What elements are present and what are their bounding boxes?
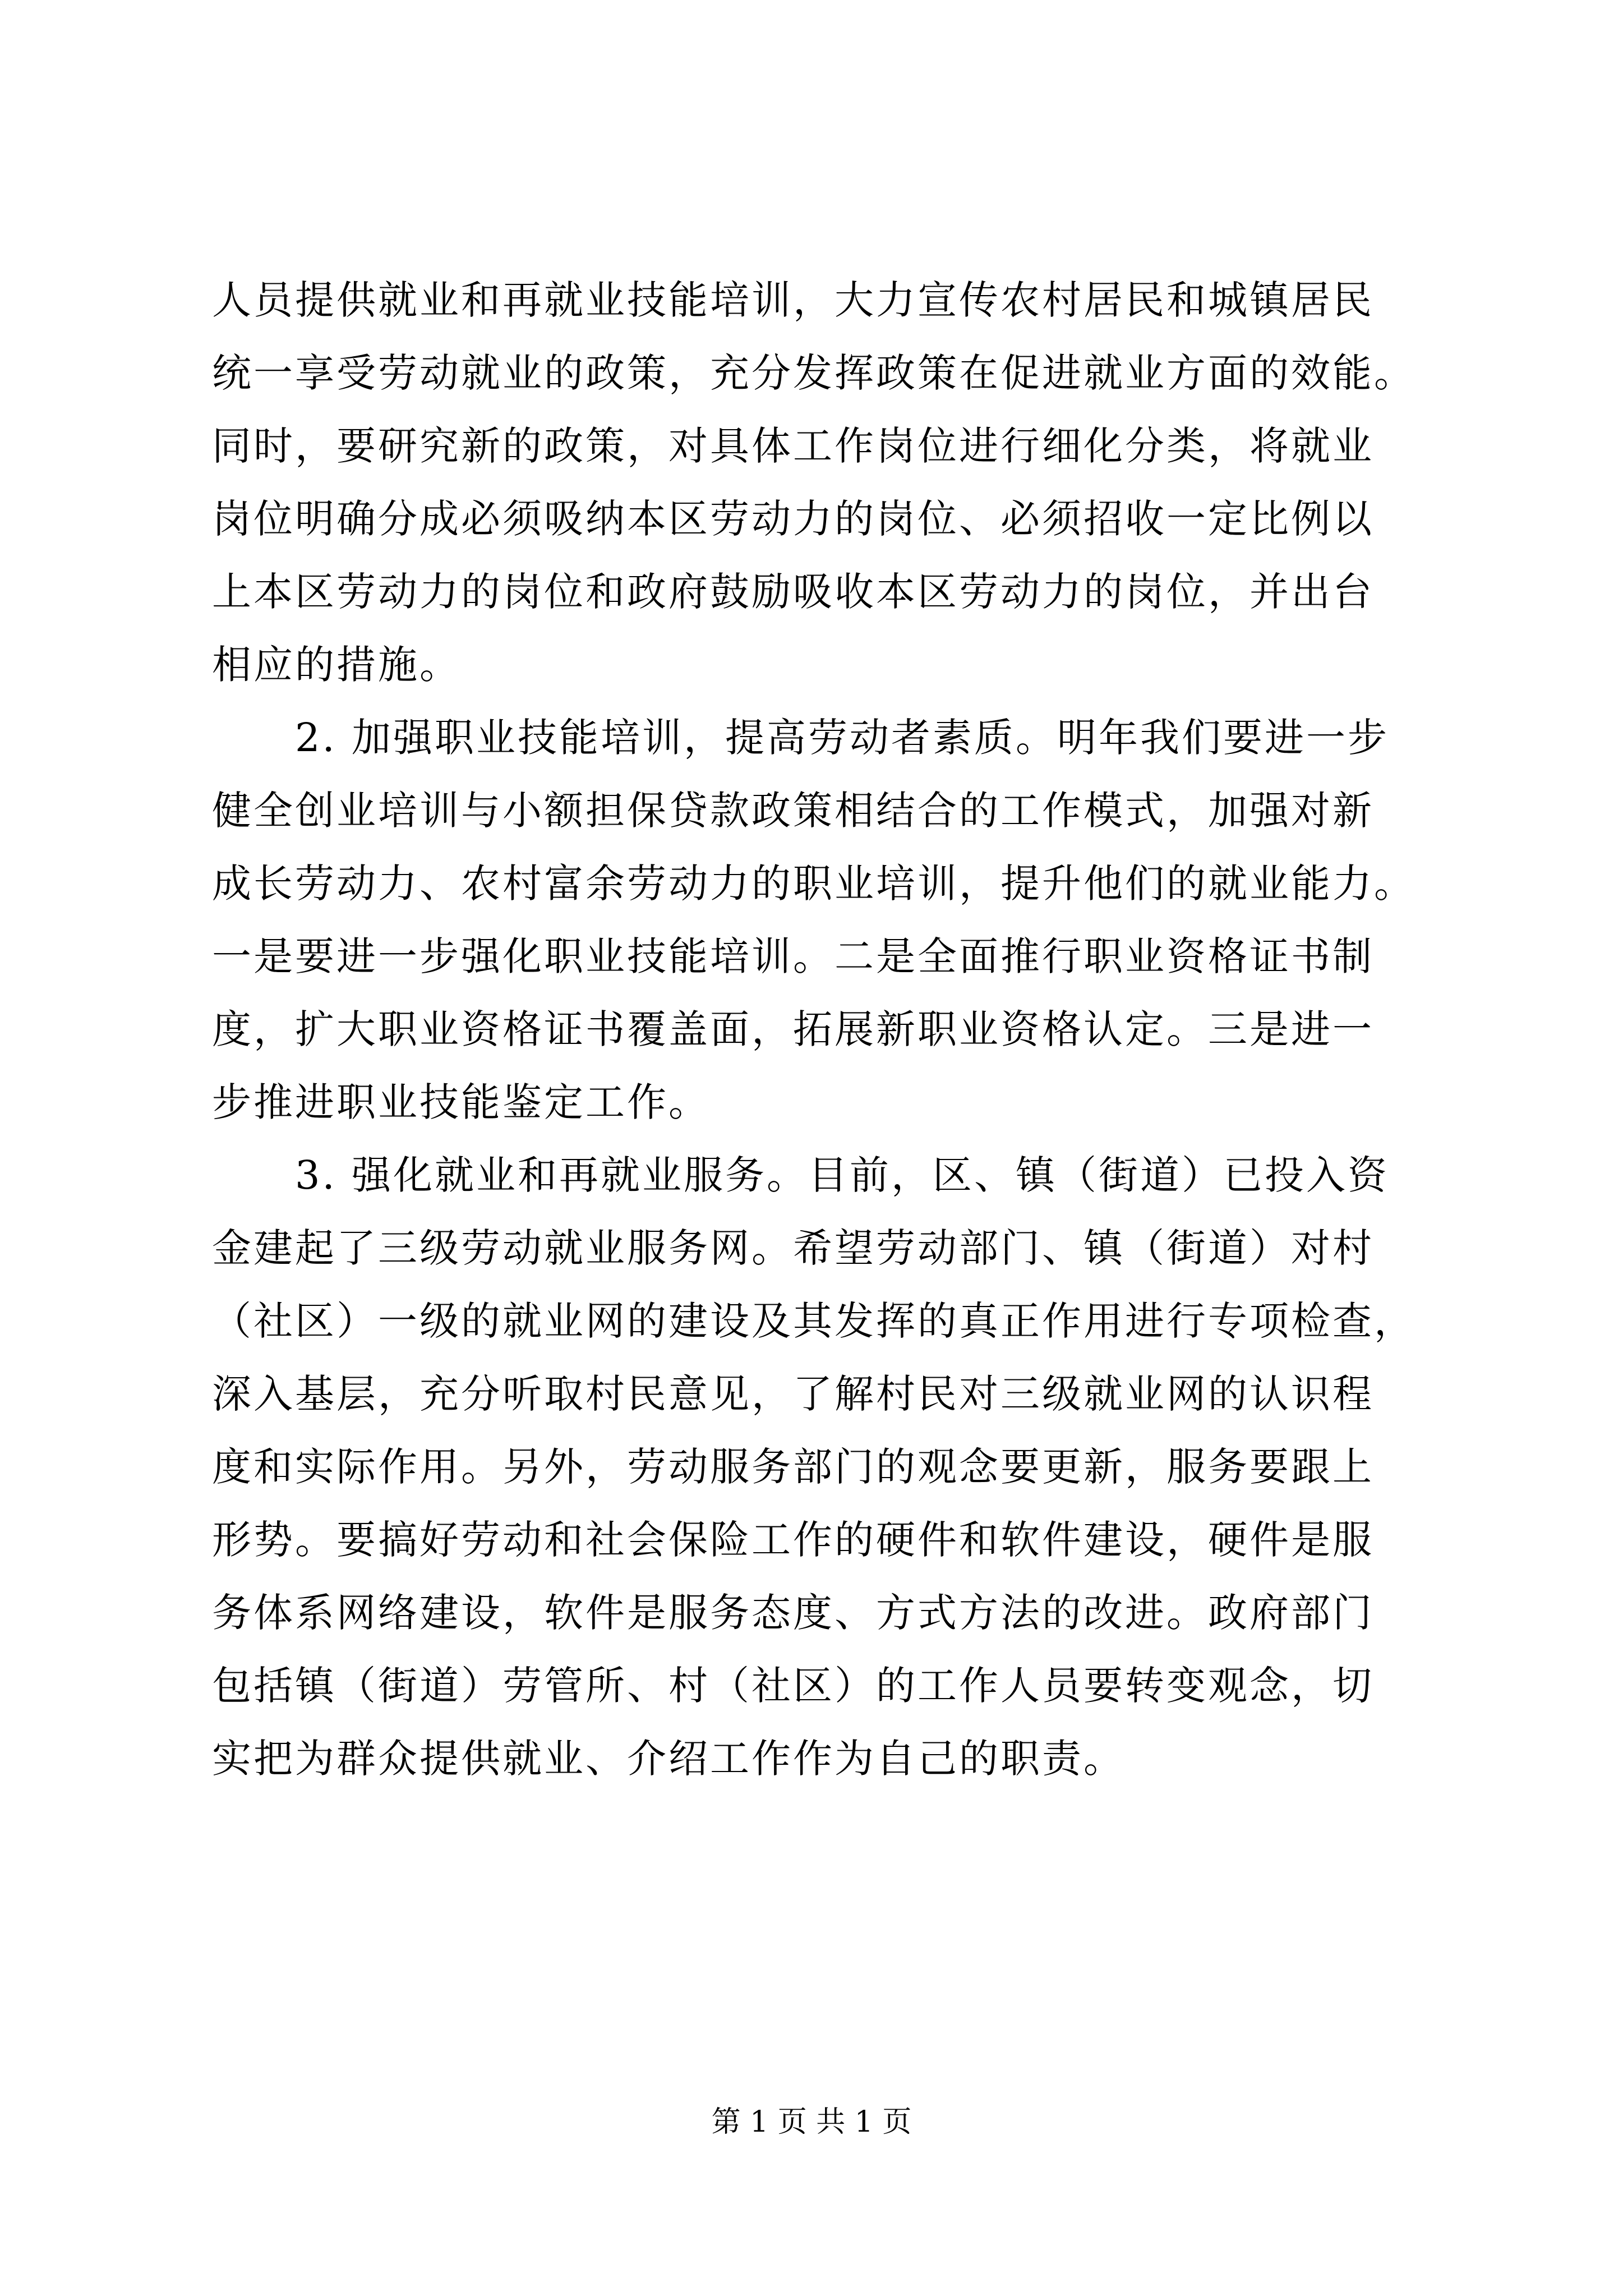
text-line: 度，扩大职业资格证书覆盖面，拓展新职业资格认定。三是进一: [212, 1006, 1374, 1052]
text-line: 度和实际作用。另外，劳动服务部门的观念要更新，服务要跟上: [212, 1444, 1374, 1490]
document-body: [212, 264, 1446, 1795]
text-line: 同时，要研究新的政策，对具体工作岗位进行细化分类，将就业: [212, 423, 1374, 469]
text-line: 相应的措施。: [212, 642, 461, 688]
text-line: （社区）一级的就业网的建设及其发挥的真正作用进行专项检查，: [212, 1298, 1415, 1344]
text-line: 实把为群众提供就业、介绍工作作为自己的职责。: [212, 1736, 1125, 1782]
text-line: 人员提供就业和再就业技能培训，大力宣传农村居民和城镇居民: [212, 277, 1374, 323]
text-line: 步推进职业技能鉴定工作。: [212, 1079, 710, 1125]
text-line: 深入基层，充分听取村民意见，了解村民对三级就业网的认识程: [212, 1371, 1374, 1417]
text-line: 岗位明确分成必须吸纳本区劳动力的岗位、必须招收一定比例以: [212, 496, 1374, 542]
text-line: 务体系网络建设，软件是服务态度、方式方法的改进。政府部门: [212, 1590, 1374, 1636]
text-line: 金建起了三级劳动就业服务网。希望劳动部门、镇（街道）对村: [212, 1225, 1374, 1271]
paragraph-heading-3: 3. 强化就业和再就业服务。目前，区、镇（街道）已投入资: [295, 1152, 1390, 1198]
text-line: 包括镇（街道）劳管所、村（社区）的工作人员要转变观念，切: [212, 1663, 1374, 1709]
text-line: 上本区劳动力的岗位和政府鼓励吸收本区劳动力的岗位，并出台: [212, 569, 1374, 615]
page-number-footer: 第 1 页 共 1 页: [711, 2105, 912, 2139]
paragraph-heading-2: 2. 加强职业技能培训，提高劳动者素质。明年我们要进一步: [295, 715, 1390, 761]
text-line: 统一享受劳动就业的政策，充分发挥政策在促进就业方面的效能。: [212, 350, 1415, 396]
text-line: 一是要进一步强化职业技能培训。二是全面推行职业资格证书制: [212, 933, 1374, 979]
text-line: 成长劳动力、农村富余劳动力的职业培训，提升他们的就业能力。: [212, 861, 1415, 907]
text-line: 健全创业培训与小额担保贷款政策相结合的工作模式，加强对新: [212, 788, 1374, 834]
text-line: 形势。要搞好劳动和社会保险工作的硬件和软件建设，硬件是服: [212, 1517, 1374, 1563]
